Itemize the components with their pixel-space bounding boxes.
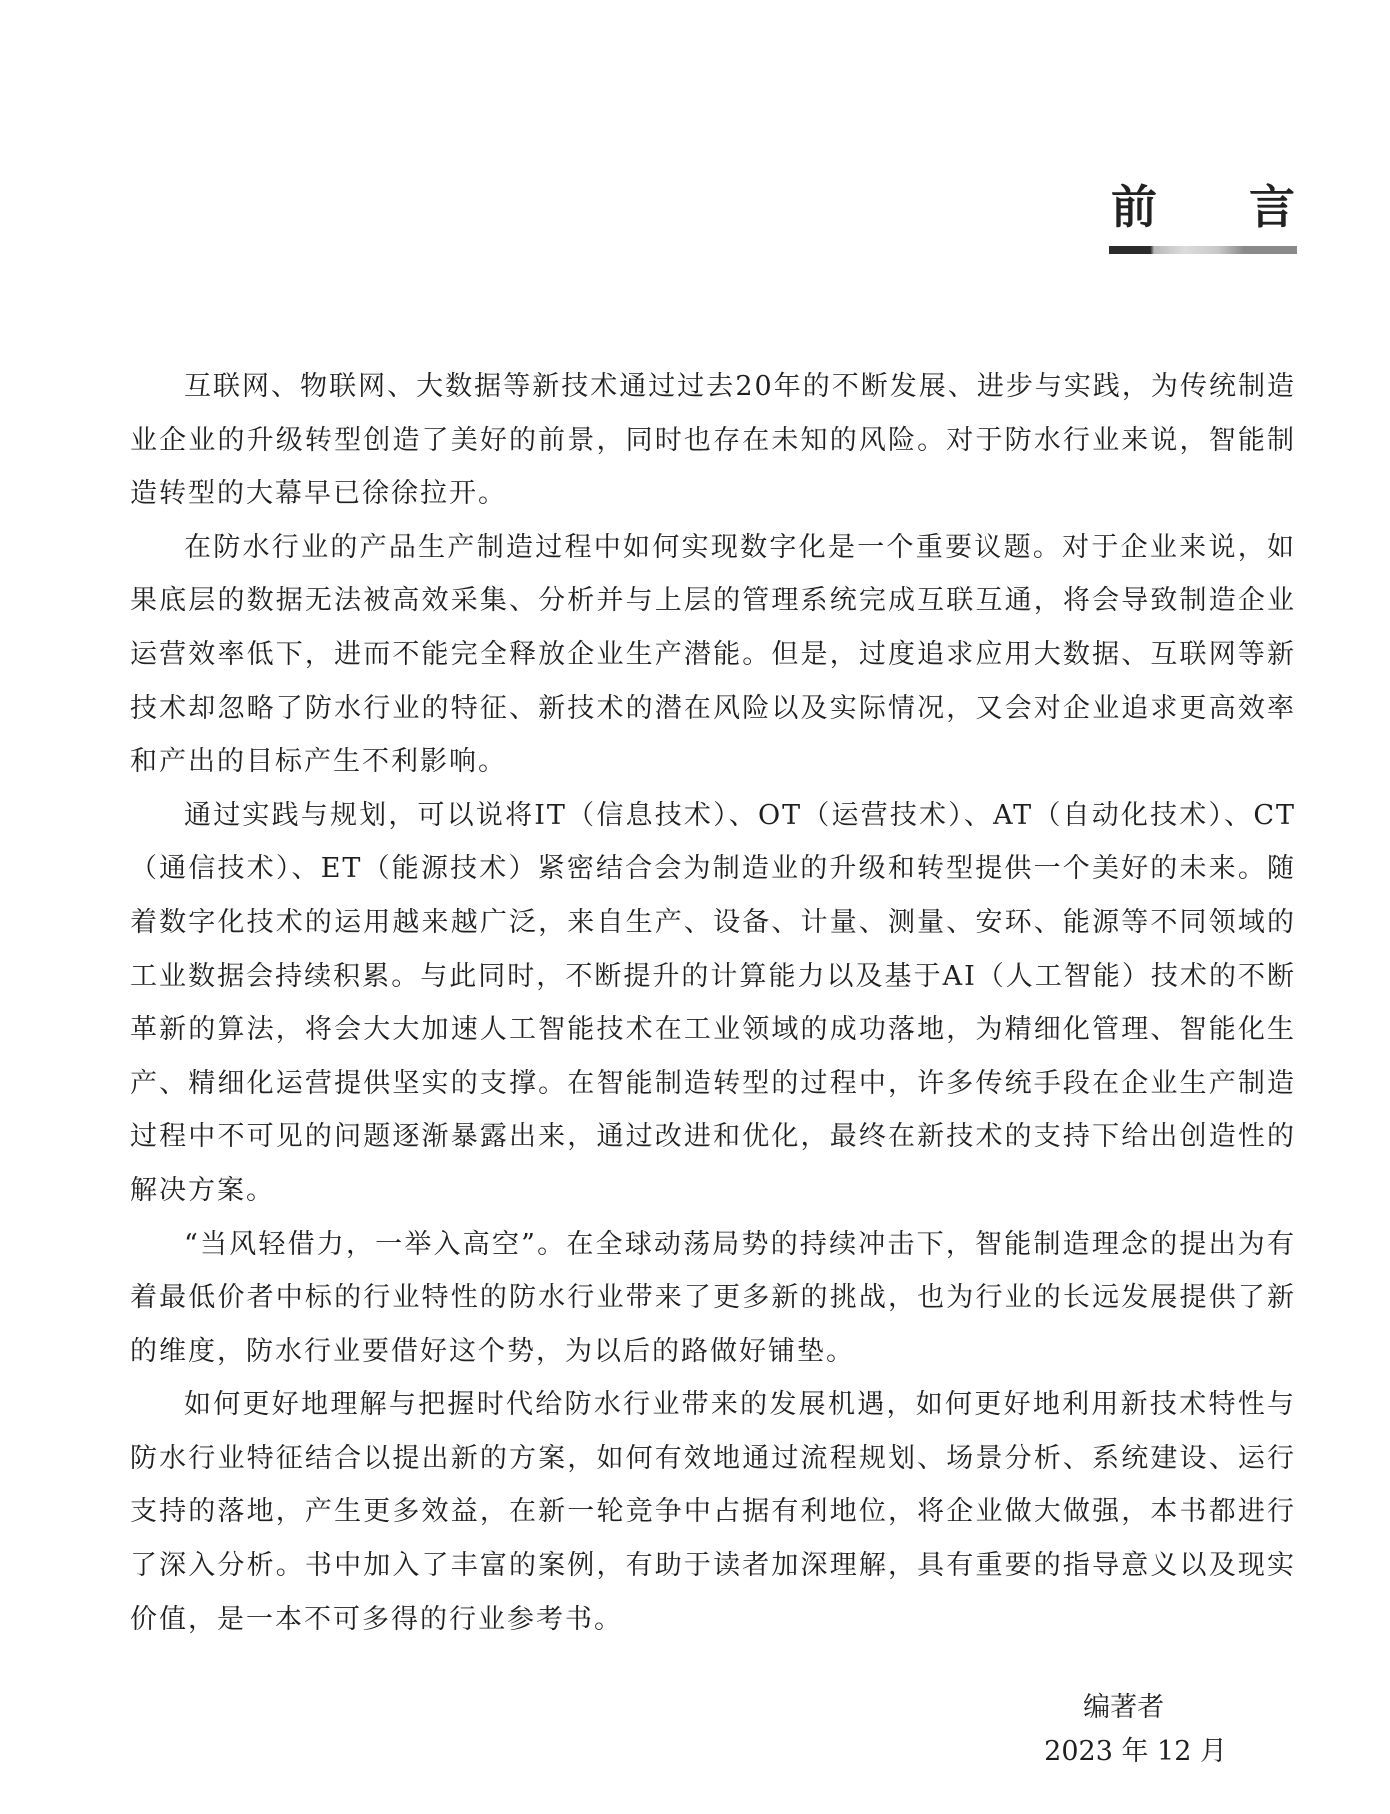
preface-body xyxy=(130,360,1296,1646)
signature-date: 2023 年 12 月 xyxy=(1044,1736,1227,1767)
title-char-right: 言 xyxy=(1249,180,1295,234)
title-underline-bar xyxy=(1109,246,1297,254)
title-char-left: 前 xyxy=(1111,180,1157,234)
preface-title-block xyxy=(1109,182,1297,254)
paragraph-4: “当风轻借力，一举入高空”。在全球动荡局势的持续冲击下，智能制造理念的提出为有着最低价者中标的行业特性的防水行业带来了更多新的挑战，也为行业的长远发展提供了新的维度，防水行业要借好这个势，为以后的路做好铺垫。 xyxy=(130,1228,1296,1367)
page-title xyxy=(1109,182,1297,238)
paragraph-2: 在防水行业的产品生产制造过程中如何实现数字化是一个重要议题。对于企业来说，如果底层的数据无法被高效采集、分析并与上层的管理系统完成互联互通，将会导致制造企业运营效率低下，进而不能完全释放企业生产潜能。但是，过度追求应用大数据、互联网等新技术却忽略了防水行业的特征、新技术的潜在风险以及实际情况，又会对企业追求更高效率和产出的目标产生不利影响。 xyxy=(130,531,1296,778)
paragraph-3: 通过实践与规划，可以说将IT（信息技术）、OT（运营技术）、AT（自动化技术）、CT（通信技术）、ET（能源技术）紧密结合会为制造业的升级和转型提供一个美好的未来。随着数字化技术的运用越来越广泛，来自生产、设备、计量、测量、安环、能源等不同领域的工业数据会持续积累。与此同时，不断提升的计算能力以及基于AI（人工智能）技术的不断革新的算法，将会大大加速人工智能技术在工业领域的成功落地，为精细化管理、智能化生产、精细化运营提供坚实的支撑。在智能制造转型的过程中，许多传统手段在企业生产制造过程中不可见的问题逐渐暴露出来，通过改进和优化，最终在新技术的支持下给出创造性的解决方案。 xyxy=(130,799,1296,1206)
signature-block xyxy=(1044,1686,1227,1774)
paragraph-1: 互联网、物联网、大数据等新技术通过过去20年的不断发展、进步与实践，为传统制造业企业的升级转型创造了美好的前景，同时也存在未知的风险。对于防水行业来说，智能制造转型的大幕早已徐徐拉开。 xyxy=(130,371,1296,510)
signature-author: 编著者 xyxy=(1083,1692,1165,1723)
paragraph-5: 如何更好地理解与把握时代给防水行业带来的发展机遇，如何更好地利用新技术特性与防水行业特征结合以提出新的方案，如何有效地通过流程规划、场景分析、系统建设、运行支持的落地，产生更多效益，在新一轮竞争中占据有利地位，将企业做大做强，本书都进行了深入分析。书中加入了丰富的案例，有助于读者加深理解，具有重要的指导意义以及现实价值，是一本不可多得的行业参考书。 xyxy=(130,1389,1296,1635)
